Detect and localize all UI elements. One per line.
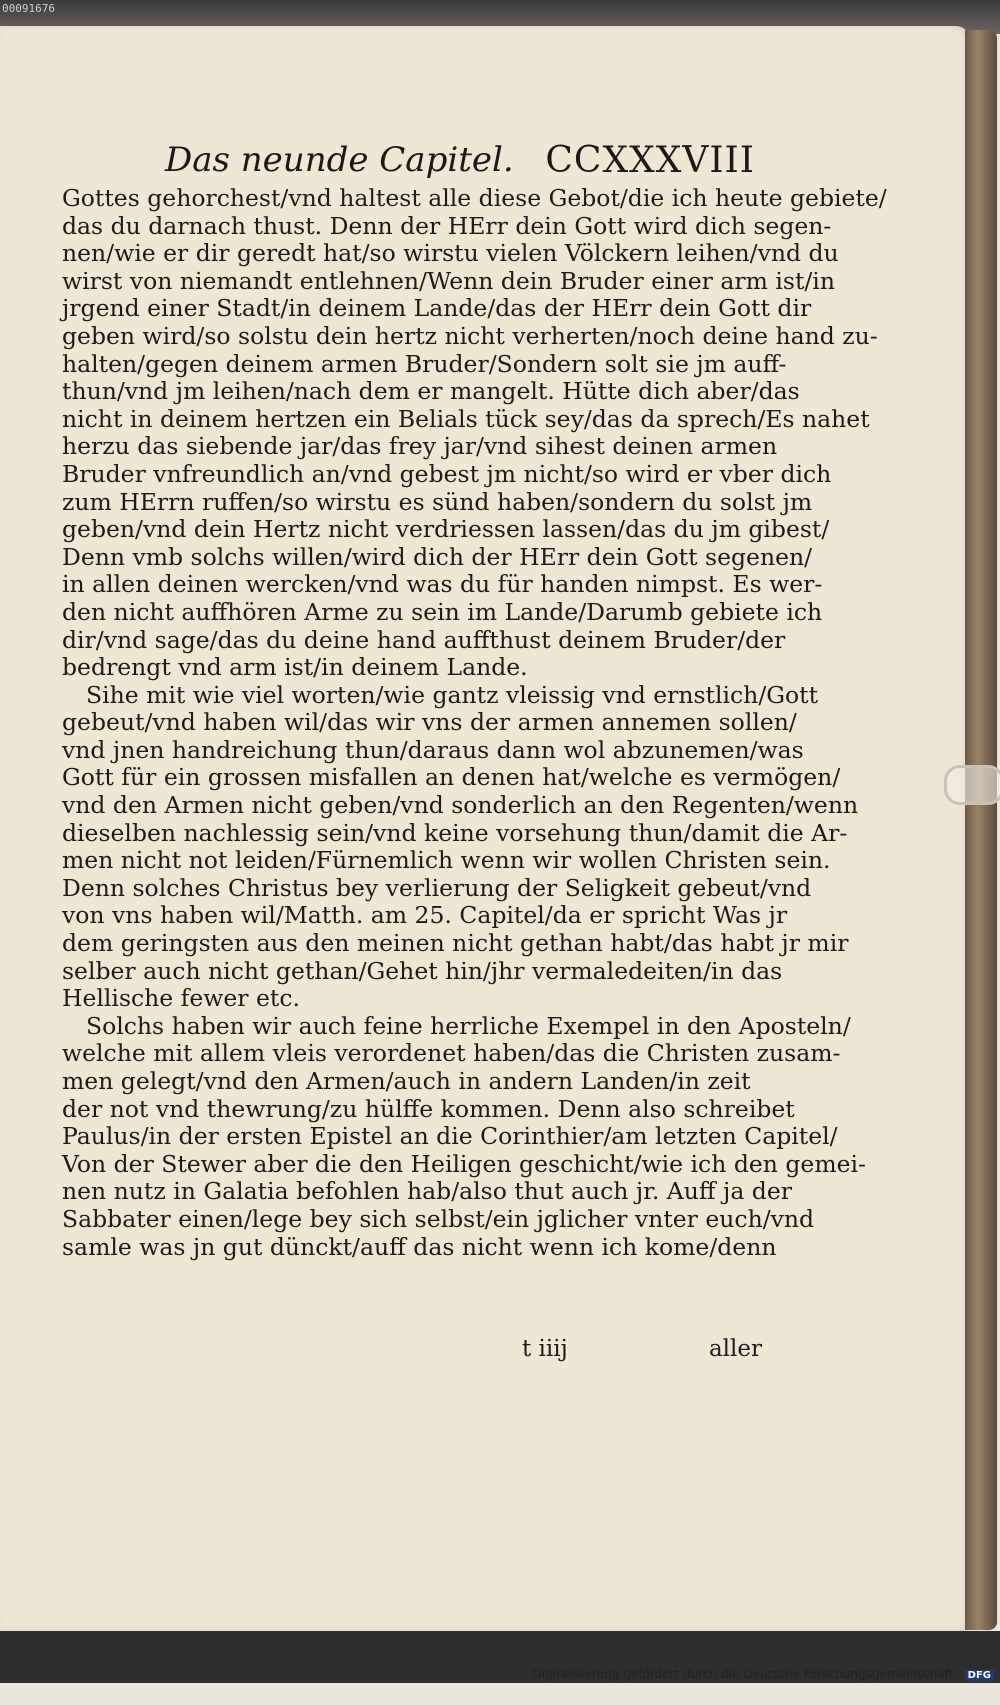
text-line: vnd jnen handreichung thun/daraus dann wol abzunemen/was: [62, 735, 804, 764]
text-line: Sabbater einen/lege bey sich selbst/ein jglicher vnter euch/vnd: [62, 1204, 815, 1233]
text-line: halten/gegen deinem armen Bruder/Sondern solt sie jm auff-: [62, 349, 787, 378]
running-title: Das neunde Capitel.: [165, 140, 514, 180]
text-line: geben wird/so solstu dein hertz nicht verherten/noch deine hand zu-: [62, 321, 878, 350]
text-line: dir/vnd sage/das du deine hand auffthust deinem Bruder/der: [62, 625, 786, 654]
scan-bottom-margin: [0, 1631, 1000, 1683]
text-line: nen/wie er dir geredt hat/so wirstu vielen Völckern leihen/vnd du: [62, 239, 839, 268]
text-line: Denn vmb solchs willen/wird dich der HErr dein Gott segenen/: [62, 542, 813, 571]
book-binding: [965, 30, 997, 1630]
text-line: zum HErrn ruffen/so wirstu es sünd haben/sondern du solst jm: [62, 487, 813, 516]
text-line: herzu das siebende jar/das frey jar/vnd sihest deinen armen: [62, 432, 778, 461]
text-line: den nicht auffhören Arme zu sein im Lande/Darumb gebiete ich: [62, 597, 823, 626]
text-line: dem geringsten aus den meinen nicht gethan habt/das habt jr mir: [62, 929, 849, 958]
text-line: Solchs haben wir auch feine herrliche Exempel in den Aposteln/: [86, 1011, 851, 1040]
page-clip: [944, 765, 1000, 805]
text-line: von vns haben wil/Matth. am 25. Capitel/da er spricht Was jr: [62, 901, 788, 930]
text-line: der not vnd thewrung/zu hülffe kommen. Denn also schreibet: [62, 1094, 795, 1123]
text-line: Sihe mit wie viel worten/wie gantz vleissig vnd ernstlich/Gott: [86, 680, 819, 709]
text-line: welche mit allem vleis verordenet haben/das die Christen zusam-: [62, 1039, 841, 1068]
text-line: in allen deinen wercken/vnd was du für handen nimpst. Es wer-: [62, 570, 823, 599]
text-line: das du darnach thust. Denn der HErr dein Gott wird dich segen-: [62, 211, 832, 240]
text-line: Hellische fewer etc.: [62, 984, 300, 1013]
page-footer: [62, 1336, 762, 1366]
digitization-credit: [533, 1667, 995, 1681]
text-line: samle was jn gut dünckt/auff das nicht wenn ich kome/denn: [62, 1232, 777, 1261]
text-line: men gelegt/vnd den Armen/auch in andern Landen/in zeit: [62, 1067, 751, 1095]
signature-mark: t iiij: [522, 1336, 568, 1362]
text-line: geben/vnd dein Hertz nicht verdriessen lassen/das du jm gibest/: [62, 515, 830, 544]
text-line: Bruder vnfreundlich an/vnd gebest jm nicht/so wird er vber dich: [62, 459, 832, 488]
text-line: bedrengt vnd arm ist/in deinem Lande.: [62, 653, 528, 682]
text-line: Denn solches Christus bey verlierung der Seligkeit gebeut/vnd: [62, 873, 812, 902]
text-line: Von der Stewer aber die den Heiligen geschicht/wie ich den gemei-: [62, 1149, 866, 1178]
text-line: nicht in deinem hertzen ein Belials tück sey/das da sprech/Es nahet: [62, 404, 870, 433]
text-line: dieselben nachlessig sein/vnd keine vorsehung thun/damit die Ar-: [62, 818, 848, 847]
page-header: [165, 140, 755, 182]
text-line: vnd den Armen nicht geben/vnd sonderlich an den Regenten/wenn: [62, 791, 859, 820]
scan-id: 00091676: [2, 2, 55, 15]
credit-text: Digitalisierung gefördert durch die Deutsche Forschungsgemeinschaft -: [532, 1667, 962, 1681]
body-text: [62, 184, 887, 1261]
text-line: Gott für ein grossen misfallen an denen hat/welche es vermögen/: [62, 763, 841, 792]
text-line: Gottes gehorchest/vnd haltest alle diese Gebot/die ich heute gebiete/: [62, 184, 887, 212]
text-line: selber auch nicht gethan/Gehet hin/jhr vermaledeiten/in das: [62, 956, 783, 985]
catchword: aller: [708, 1336, 762, 1362]
text-line: wirst von niemandt entlehnen/Wenn dein Bruder einer arm ist/in: [62, 266, 835, 295]
text-line: Paulus/in der ersten Epistel an die Corinthier/am letzten Capitel/: [62, 1122, 838, 1151]
dfg-logo: DFG: [965, 1670, 994, 1681]
folio-number: CCXXXVIII: [545, 140, 755, 181]
text-line: thun/vnd jm leihen/nach dem er mangelt. Hütte dich aber/das: [62, 377, 800, 406]
text-line: gebeut/vnd haben wil/das wir vns der armen annemen sollen/: [62, 708, 797, 737]
text-line: men nicht not leiden/Fürnemlich wenn wir wollen Christen sein.: [62, 846, 831, 875]
text-line: nen nutz in Galatia befohlen hab/also thut auch jr. Auff ja der: [62, 1177, 792, 1206]
text-line: jrgend einer Stadt/in deinem Lande/das der HErr dein Gott dir: [62, 294, 812, 323]
